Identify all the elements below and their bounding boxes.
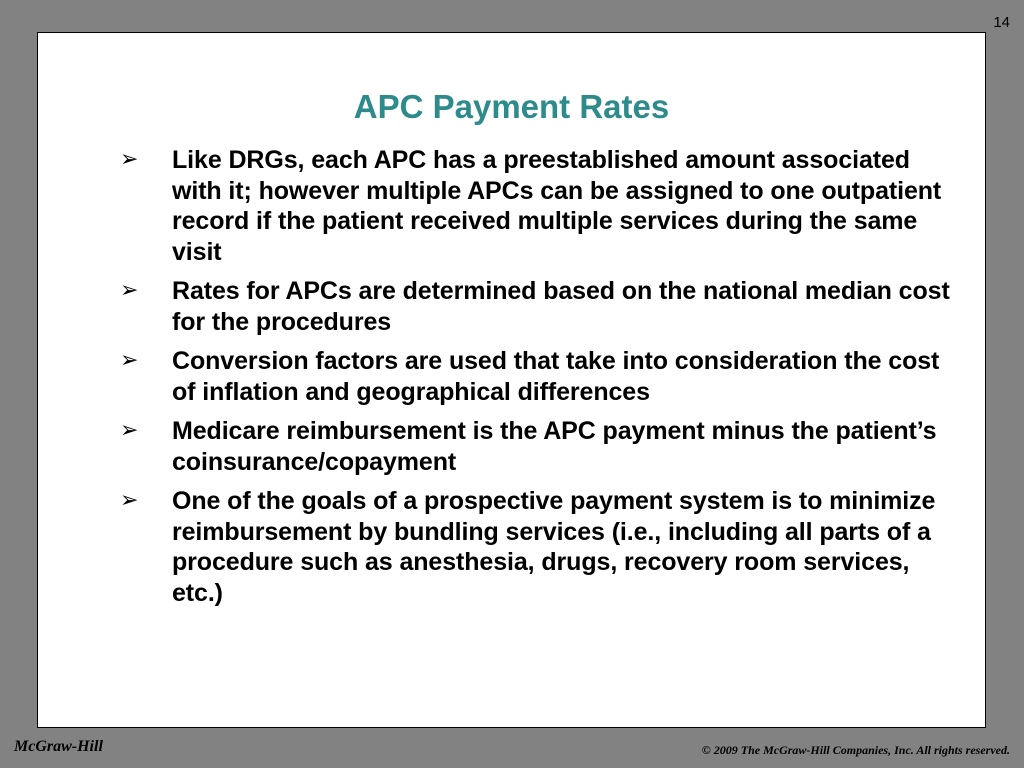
arrowhead-bullet-icon: ➢ — [120, 147, 139, 172]
bullet-item — [120, 346, 950, 407]
slide-title: APC Payment Rates — [353, 88, 670, 125]
bullet-item — [120, 145, 950, 267]
arrowhead-bullet-icon: ➢ — [120, 418, 139, 443]
arrowhead-bullet-icon: ➢ — [120, 278, 139, 303]
bullet-list — [120, 145, 950, 617]
bullet-text: Conversion factors are used that take into consideration the cost of inflation and geographical differences — [172, 347, 940, 406]
bullet-text: One of the goals of a prospective payment system is to minimize reimbursement by bundling services (i.e., including all parts of a procedure such as anesthesia, drugs, recovery room services, etc.) — [172, 487, 936, 607]
slide-number: 14 — [993, 14, 1010, 31]
arrowhead-bullet-icon: ➢ — [120, 348, 139, 373]
bullet-text: Medicare reimbursement is the APC payment minus the patient’s coinsurance/copayment — [172, 417, 937, 476]
bullet-text: Rates for APCs are determined based on the national median cost for the procedures — [172, 277, 950, 336]
copyright-notice: © 2009 The McGraw-Hill Companies, Inc. All rights reserved. — [701, 743, 1010, 757]
bullet-item — [120, 416, 950, 477]
bullet-item — [120, 276, 950, 337]
bullet-text: Like DRGs, each APC has a preestablished amount associated with it; however multiple APCs can be assigned to one outpatient record if the patient received multiple services during the same visit — [172, 146, 942, 266]
publisher-name: McGraw-Hill — [14, 738, 103, 755]
slide-content-panel — [37, 32, 986, 728]
arrowhead-bullet-icon: ➢ — [120, 488, 139, 513]
bullet-item — [120, 486, 950, 608]
